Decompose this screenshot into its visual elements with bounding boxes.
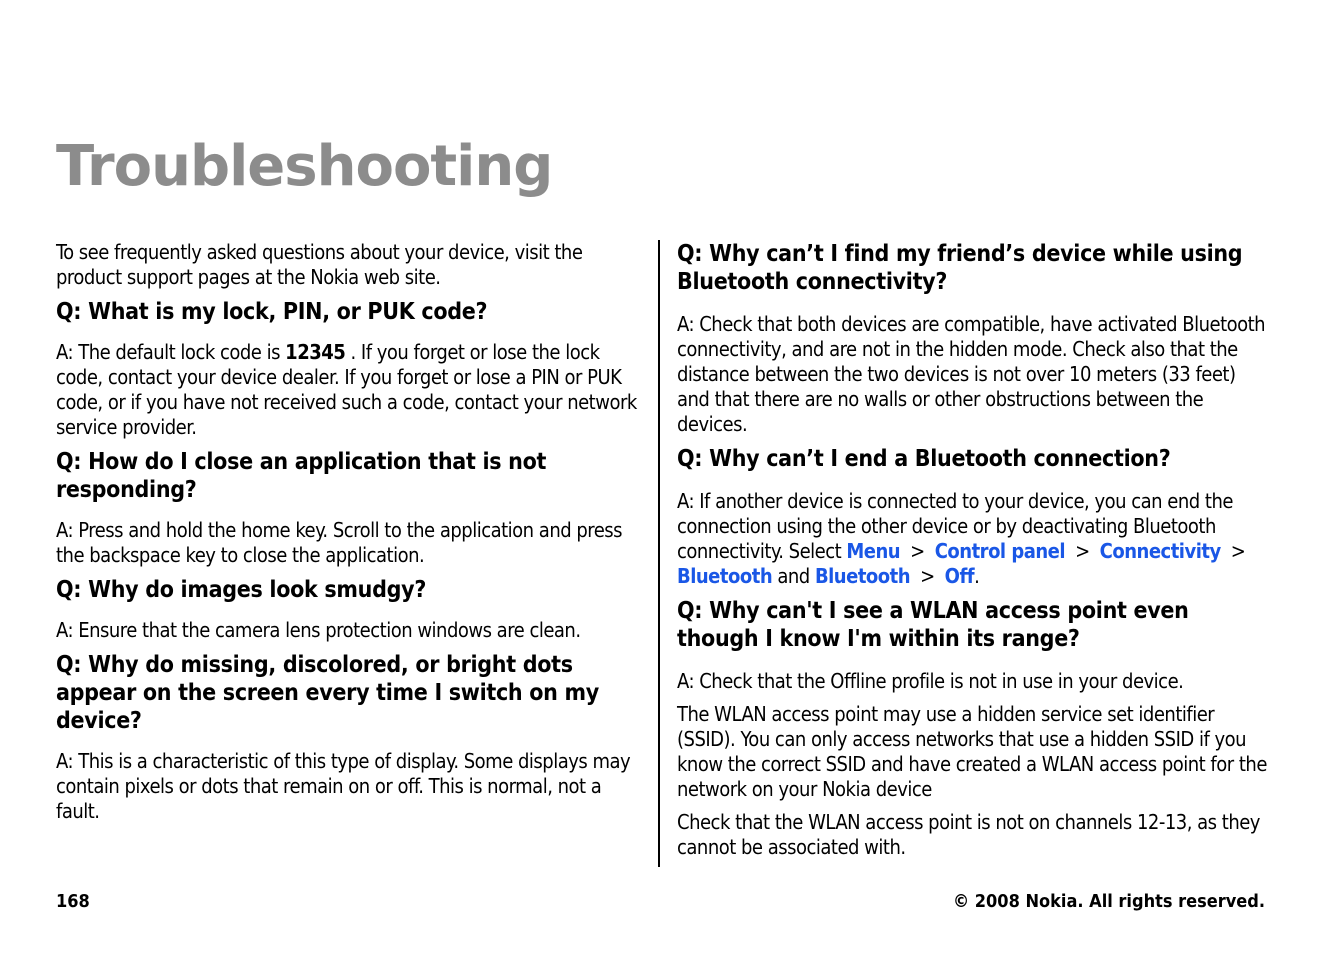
question-lock-code: Q: What is my lock, PIN, or PUK code? xyxy=(56,299,488,325)
path-separator: > xyxy=(1075,539,1090,563)
intro-text: To see frequently asked questions about your device, visit the product support pages at the Nokia web site. xyxy=(56,240,583,289)
off-link[interactable]: Off xyxy=(944,564,975,588)
answer-find-friend-device: A: Check that both devices are compatible, have activated Bluetooth connectivity, and are not in the hidden mode. Check also that the distance between the two devices is not over 10 meters (33 feet) and that there are no walls or other obstructions between the devices. xyxy=(677,312,1266,436)
bluetooth-link[interactable]: Bluetooth xyxy=(814,564,911,588)
answer-end-bluetooth xyxy=(677,489,1269,589)
question-screen-dots: Q: Why do missing, discolored, or bright dots appear on the screen every time I switch on my device? xyxy=(56,652,599,734)
answer-smudgy-images: A: Ensure that the camera lens protection windows are clean. xyxy=(56,618,581,642)
answer-text: A: If another device is connected to your device, you can end the connection using the other device or by deactivating Bluetooth connectivity. Select xyxy=(677,489,1233,563)
answer-text: . xyxy=(974,564,980,588)
bluetooth-link[interactable]: Bluetooth xyxy=(677,564,773,588)
column-divider xyxy=(658,240,660,867)
question-find-friend-device: Q: Why can’t I find my friend’s device while using Bluetooth connectivity? xyxy=(677,241,1243,295)
connectivity-link[interactable]: Connectivity xyxy=(1099,539,1221,563)
question-close-application: Q: How do I close an application that is not responding? xyxy=(56,449,547,503)
answer-text: A: The default lock code is xyxy=(56,340,286,364)
path-separator: > xyxy=(1230,539,1246,563)
answer-wlan-offline: A: Check that the Offline profile is not in use in your device. xyxy=(677,669,1184,693)
question-smudgy-images: Q: Why do images look smudgy? xyxy=(56,577,427,603)
answer-text: and xyxy=(772,564,815,588)
left-column xyxy=(56,240,648,832)
default-lock-code: 12345 xyxy=(285,340,346,364)
page-number: 168 xyxy=(56,891,90,912)
path-separator: > xyxy=(920,564,935,588)
question-wlan-access-point: Q: Why can't I see a WLAN access point even though I know I'm within its range? xyxy=(677,598,1189,652)
page-title: Troubleshooting xyxy=(56,134,553,199)
answer-lock-code xyxy=(56,340,648,440)
copyright: © 2008 Nokia. All rights reserved. xyxy=(952,891,1265,912)
question-end-bluetooth: Q: Why can’t I end a Bluetooth connection? xyxy=(677,446,1171,472)
answer-wlan-channels: Check that the WLAN access point is not on channels 12-13, as they cannot be associated with. xyxy=(677,810,1260,859)
control-panel-link[interactable]: Control panel xyxy=(934,539,1066,563)
path-separator: > xyxy=(910,539,925,563)
answer-wlan-ssid: The WLAN access point may use a hidden service set identifier (SSID). You can only access networks that use a hidden SSID if you know the correct SSID and have created a WLAN access point for the network on your Nokia device xyxy=(677,702,1267,801)
answer-screen-dots: A: This is a characteristic of this type of display. Some displays may contain pixels or dots that remain on or off. This is normal, not a fault. xyxy=(56,749,631,823)
answer-text: . If you forget or lose the lock code, contact your device dealer. If you forget or lose a PIN or PUK code, or if you have not received such a code, contact your network service provider. xyxy=(56,340,637,439)
right-column xyxy=(677,240,1269,868)
answer-close-application: A: Press and hold the home key. Scroll to the application and press the backspace key to close the application. xyxy=(56,518,623,567)
menu-link[interactable]: Menu xyxy=(846,539,901,563)
